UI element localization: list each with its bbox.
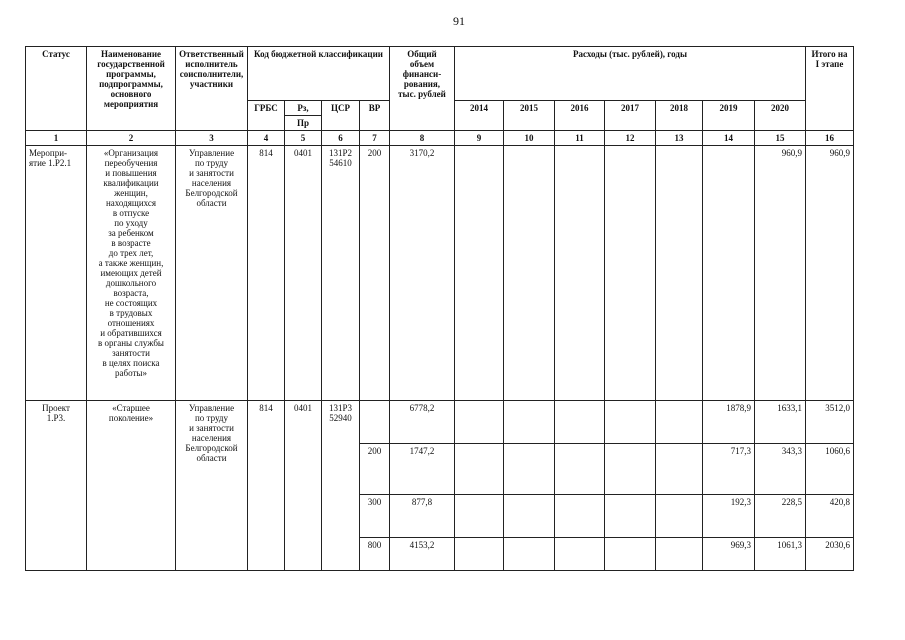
column-number: 12 bbox=[605, 131, 656, 146]
row-year-cell bbox=[455, 495, 504, 538]
row-year-cell bbox=[504, 401, 555, 444]
column-numbers-row bbox=[26, 131, 854, 146]
row-vr: 300 bbox=[360, 495, 390, 538]
row-year-cell bbox=[455, 444, 504, 495]
row-total: 1747,2 bbox=[390, 444, 455, 495]
row-year-cell bbox=[656, 495, 703, 538]
row-year-cell bbox=[504, 495, 555, 538]
row-stage-total: 3512,0 bbox=[806, 401, 854, 444]
header-program-name: Наименование государственной программы, подпрограммы, основного мероприятия bbox=[87, 47, 176, 131]
row-year-2019: 1878,9 bbox=[703, 401, 755, 444]
column-number: 14 bbox=[703, 131, 755, 146]
row-stage-total: 2030,6 bbox=[806, 538, 854, 571]
header-status: Статус bbox=[26, 47, 87, 131]
row-year-cell bbox=[504, 444, 555, 495]
row-year-cell bbox=[605, 538, 656, 571]
row-csr: 131Р3 52940 bbox=[322, 401, 360, 571]
row-total: 877,8 bbox=[390, 495, 455, 538]
row-year-cell bbox=[656, 538, 703, 571]
row-total: 6778,2 bbox=[390, 401, 455, 444]
header-year: 2016 bbox=[555, 101, 605, 131]
column-number: 7 bbox=[360, 131, 390, 146]
row-name: «Старшее поколение» bbox=[87, 401, 176, 571]
row-year-cell bbox=[555, 444, 605, 495]
row-status: Проект 1.Р3. bbox=[26, 401, 87, 571]
header-expenses: Расходы (тыс. рублей), годы bbox=[455, 47, 806, 101]
column-number: 9 bbox=[455, 131, 504, 146]
column-number: 13 bbox=[656, 131, 703, 146]
header-year: 2017 bbox=[605, 101, 656, 131]
budget-table bbox=[25, 46, 854, 571]
row-year-cell bbox=[555, 401, 605, 444]
row-year-cell bbox=[605, 401, 656, 444]
table-row bbox=[26, 146, 854, 401]
row-year-cell bbox=[555, 538, 605, 571]
row-year-cell bbox=[605, 146, 656, 401]
row-year-cell bbox=[605, 495, 656, 538]
row-year-cell bbox=[656, 401, 703, 444]
row-stage-total: 420,8 bbox=[806, 495, 854, 538]
row-year-cell bbox=[605, 444, 656, 495]
header-year: 2018 bbox=[656, 101, 703, 131]
column-number: 16 bbox=[806, 131, 854, 146]
row-status: Меропри- ятие 1.Р2.1 bbox=[26, 146, 87, 401]
row-vr: 800 bbox=[360, 538, 390, 571]
row-year-cell bbox=[656, 444, 703, 495]
column-number: 3 bbox=[176, 131, 248, 146]
header-total-volume: Общий объем финанси- рования, тыс. рублей bbox=[390, 47, 455, 131]
row-year-2019 bbox=[703, 146, 755, 401]
header-csr: ЦСР bbox=[322, 101, 360, 131]
column-number: 15 bbox=[755, 131, 806, 146]
column-number: 5 bbox=[285, 131, 322, 146]
row-executor: Управление по труду и занятости населения Белгородской области bbox=[176, 146, 248, 401]
row-grbs: 814 bbox=[248, 146, 285, 401]
header-total-stage: Итого на I этапе bbox=[806, 47, 854, 131]
header-year: 2015 bbox=[504, 101, 555, 131]
header-vr: ВР bbox=[360, 101, 390, 131]
row-year-2020: 960,9 bbox=[755, 146, 806, 401]
row-year-cell bbox=[555, 146, 605, 401]
row-name: «Организация переобучения и повышения квалификации женщин, находящихся в отпуске по уходу за ребенком в возрасте до трех лет, а также женщин, имеющих детей дошкольного возраста, не состоящих в трудовых отношениях и обратившихся в органы службы занятости в целях поиска работы» bbox=[87, 146, 176, 401]
row-year-cell bbox=[455, 538, 504, 571]
row-total: 3170,2 bbox=[390, 146, 455, 401]
header-pr: Пр bbox=[285, 116, 322, 131]
row-year-cell bbox=[555, 495, 605, 538]
column-number: 6 bbox=[322, 131, 360, 146]
row-executor: Управление по труду и занятости населения Белгородской области bbox=[176, 401, 248, 571]
row-year-2020: 1061,3 bbox=[755, 538, 806, 571]
row-year-2020: 228,5 bbox=[755, 495, 806, 538]
column-number: 1 bbox=[26, 131, 87, 146]
row-year-cell bbox=[504, 538, 555, 571]
row-vr bbox=[360, 401, 390, 444]
row-vr: 200 bbox=[360, 444, 390, 495]
column-number: 8 bbox=[390, 131, 455, 146]
header-grbs: ГРБС bbox=[248, 101, 285, 131]
row-year-2019: 969,3 bbox=[703, 538, 755, 571]
column-number: 10 bbox=[504, 131, 555, 146]
column-number: 4 bbox=[248, 131, 285, 146]
header-year: 2019 bbox=[703, 101, 755, 131]
row-csr: 131Р2 54610 bbox=[322, 146, 360, 401]
header-year: 2014 bbox=[455, 101, 504, 131]
header-rz: Рз, bbox=[285, 101, 322, 116]
row-year-2020: 343,3 bbox=[755, 444, 806, 495]
row-year-2019: 717,3 bbox=[703, 444, 755, 495]
header-year: 2020 bbox=[755, 101, 806, 131]
column-number: 11 bbox=[555, 131, 605, 146]
row-year-cell bbox=[455, 146, 504, 401]
header-executor: Ответственный исполнитель соисполнители, участники bbox=[176, 47, 248, 131]
row-year-cell bbox=[504, 146, 555, 401]
row-stage-total: 1060,6 bbox=[806, 444, 854, 495]
row-vr: 200 bbox=[360, 146, 390, 401]
page-number: 91 bbox=[453, 14, 465, 28]
row-year-2020: 1633,1 bbox=[755, 401, 806, 444]
row-rzpr: 0401 bbox=[285, 401, 322, 571]
row-grbs: 814 bbox=[248, 401, 285, 571]
column-number: 2 bbox=[87, 131, 176, 146]
header-budget-code: Код бюджетной классификации bbox=[248, 47, 390, 101]
row-year-2019: 192,3 bbox=[703, 495, 755, 538]
row-year-cell bbox=[656, 146, 703, 401]
row-year-cell bbox=[455, 401, 504, 444]
row-rzpr: 0401 bbox=[285, 146, 322, 401]
row-stage-total: 960,9 bbox=[806, 146, 854, 401]
table-row bbox=[26, 401, 854, 444]
row-total: 4153,2 bbox=[390, 538, 455, 571]
